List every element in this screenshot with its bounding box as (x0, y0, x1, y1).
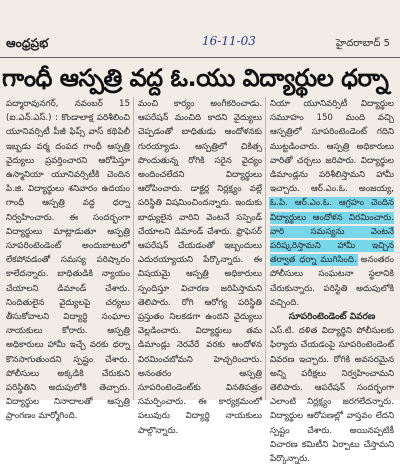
column-3-subheading: సూపరింటెండెంట్ వివరణ (288, 312, 376, 323)
handwritten-date: 16-11-03 (202, 34, 256, 48)
column-3-text-end: ఎస్.టి. దళిత విద్యార్థిని పోలీసులకు ఫిర్యాదు చేయడంపై సూపరింటెండెంట్ వివరణ ఇచ్చారు. రోగికి అవసరమైన అన్ని పరీక్షలు నిర్వహించామని తెలిపారు. ఆపరేషన్ సందర్భంగా ఎలాంటి నిర్లక్ష్యం జరగలేదన్నారు. విద్యార్థుల ఆరోపణల్లో వాస్తవం లేదని స్పష్టం చేశారు. అయినప్పటికీ విచారణ కమిటీని ఏర్పాటు చేస్తామని పేర్కొన్నారు. (270, 326, 394, 465)
article-column-3 (270, 97, 394, 465)
headline: గాంధీ ఆస్పత్రి వద్ద ఓ.యు విద్యార్థుల ధర్నా (2, 64, 389, 92)
article-column-1 (6, 97, 130, 422)
masthead (0, 36, 400, 56)
article-column-2 (138, 97, 262, 436)
column-divider (265, 97, 266, 400)
highlighted-passage: ఓ.పి. ఆర్.ఎం.ఓ. ఆగ్రహం చెందిన విద్యార్థులు ఆందోళన విరమించారు. వారి సమస్యను వెంటనే పరిష్కరిస్తామని హామీ ఇచ్చిన తర్వాత ధర్నా ముగిసింది. (270, 198, 394, 266)
column-3-text (270, 97, 394, 310)
place-and-page: హైదరాబాద్ 5 (335, 38, 390, 49)
newspaper-name: ఆంధ్రప్రభ (6, 36, 49, 50)
column-2-text: మంచి కార్యం అంగీకరించాడు. ఆపరేషన్ మంచిది కాదని వైద్యులు చెప్పడంతో బాధితుడు ఆందోళనకు గురయ్యాడు. ఆస్పత్రిలో చికిత్స పొందుతున్న రోగికి సరైన వైద్యం అందించలేదని విద్యార్థులు ఆరోపించారు. డాక్టర్ల నిర్లక్ష్యం వల్లే పరిస్థితి విషమించిందన్నారు. ఇందుకు బాధ్యులైన వారిని వెంటనే సస్పెండ్ చేయాలని డిమాండ్ చేశారు. ఫ్రొఫెసర్ ఆపరేషన్ చేయడంతో ఇబ్బందులు ఎదురయ్యాయని పేర్కొన్నారు. ఈ విషయమై ఆస్పత్రి అధికారులు స్పందిస్తూ విచారణ జరిపిస్తామని తెలిపారు. రోగి ఆరోగ్య పరిస్థితి ప్రస్తుతం నిలకడగా ఉందని వైద్యులు వెల్లడించారు. విద్యార్థులు తమ డిమాండ్లు నెరవేరే వరకు ఆందోళన విరమించబోమని హెచ్చరించారు. అనంతరం ఆస్పత్రి సూపరింటెండెంట్‌కు వినతిపత్రం సమర్పించారు. ఈ కార్యక్రమంలో పలువురు విద్యార్థి నాయకులు పాల్గొన్నారు. (138, 99, 262, 436)
column-3-text-after: అనంతరం పోలీసులు సంఘటనా స్థలానికి చేరుకున్నారు. పరిస్థితి అదుపులోకి వచ్చింది. (270, 255, 394, 308)
column-divider (133, 97, 134, 400)
column-3-text-before: నియా యూనివర్సిటీ విద్యార్థుల సమూహం 150 మంది వచ్చి ఆస్పత్రిలో సూపరింటెండెంట్ గదిని ముట్టడించారు. ఆస్పత్రి అధికారులు వారితో చర్చలు జరిపారు. విద్యార్థుల డిమాండ్లను పరిశీలిస్తామని హామీ ఇచ్చారు. ఆర్.ఎం.ఓ. అంజయ్య, (270, 99, 394, 195)
column-1-text: పద్మారావునగర్, నవంబర్ 15 (ఐ.ఎన్.ఎస్.) : కొండాలాక్ష పరిశీలించి యూనివర్సిటీ పీజీ ఫిప్స్ వాస్ కథిపిలీ ఇబ్బడు వర్మ దంపద గాంధీ ఆస్పత్రి వైద్యులు ప్రవర్తించారని ఆరోపిస్తూ ఉస్మానియా యూనివర్సిటీకి చెందిన పి.జి. విద్యార్థులు శనివారం ఉదయం గాంధీ ఆస్పత్రి వద్ద ధర్నా నిర్వహించారు. ఈ సందర్భంగా విద్యార్థులు మాట్లాడుతూ ఆస్పత్రి సూపరింటెండెంట్ అందుబాటులో లేకపోవడంతో సమస్య పరిష్కారం కాలేదన్నారు. బాధితుడికి న్యాయం చేయాలని డిమాండ్ చేశారు. నిందితులైన వైద్యులపై చర్యలు తీసుకోవాలని విద్యార్థి సంఘాల నాయకులు కోరారు. ఆస్పత్రి అధికారులు హామీ ఇచ్చే వరకు ధర్నా కొనసాగుతుందని స్పష్టం చేశారు. పోలీసులు అక్కడికి చేరుకుని పరిస్థితిని అదుపులోకి తెచ్చారు. విద్యార్థుల నినాదాలతో ఆస్పత్రి ప్రాంగణం మార్మోగింది. (6, 99, 130, 422)
masthead-rule (0, 57, 400, 58)
